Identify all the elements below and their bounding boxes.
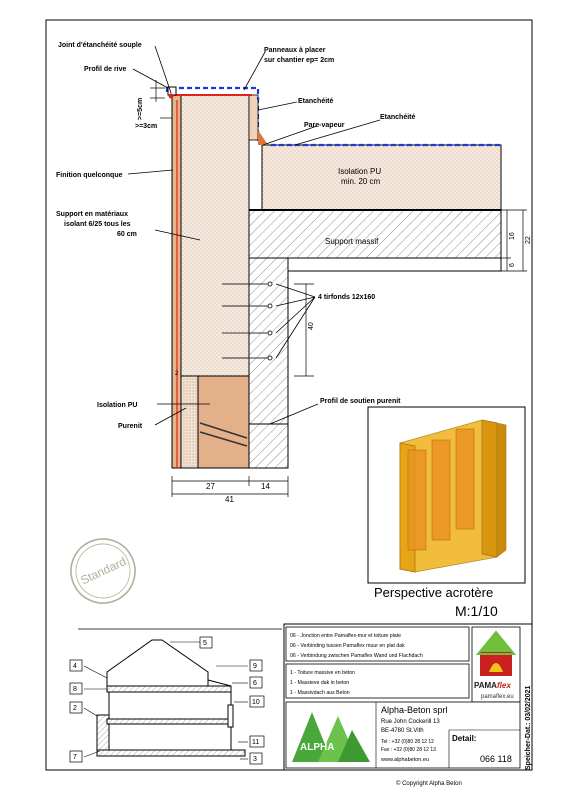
pamaflex-logo <box>472 627 520 702</box>
svg-text:2: 2 <box>73 705 77 712</box>
alpha-logo-text: ALPHA <box>300 742 335 753</box>
company-street: Rue John Cockerill 13 <box>381 719 440 725</box>
svg-text:3: 3 <box>253 756 257 763</box>
label-panneaux-2: sur chantier ep= 2cm <box>264 57 335 64</box>
dim-40: 40 <box>308 322 315 330</box>
svg-text:7: 7 <box>73 754 77 761</box>
label-isolation-pu-2: min. 20 cm <box>341 177 381 186</box>
brand-flex: flex <box>497 681 511 690</box>
legend-row: 1 - Massieve dak in beton <box>290 680 350 686</box>
company-name: Alpha-Beton sprl <box>381 705 448 715</box>
perspective-3d-view <box>400 420 506 572</box>
sealant-joint <box>169 94 174 99</box>
dim-41: 41 <box>225 495 234 504</box>
dim-6: 6 <box>509 263 516 267</box>
label-profil-rive: Profil de rive <box>84 66 127 73</box>
company-tel: Tel : +32 (0)80 28 12 12 <box>381 739 434 745</box>
perspective-title: Perspective acrotère <box>374 585 494 600</box>
dim-14: 14 <box>261 482 270 491</box>
label-purenit: Purenit <box>118 423 143 430</box>
roof-membrane <box>258 98 501 145</box>
stamp-text: Standard <box>78 554 129 588</box>
copyright: © Copyright Alpha Beton <box>396 781 462 787</box>
svg-text:9: 9 <box>253 663 257 670</box>
label-support-massif: Support massif <box>325 237 379 246</box>
dim-27: 27 <box>206 482 215 491</box>
brand-site: pamaflex.eu <box>481 694 514 700</box>
dim-16: 16 <box>509 232 516 240</box>
legend-row: 1 - Massivdach aus Beton <box>290 690 350 696</box>
svg-text:11: 11 <box>252 739 260 746</box>
label-support-3: 60 cm <box>117 231 137 238</box>
label-finition: Finition quelconque <box>56 172 123 179</box>
label-pare-vapeur: Pare-vapeur <box>304 122 345 129</box>
svg-text:6: 6 <box>253 680 257 687</box>
company-web: www.alphabeton.eu <box>381 757 430 763</box>
roof-insulation <box>262 145 501 210</box>
label-dim-3cm: >=3cm <box>135 123 158 130</box>
svg-text:4: 4 <box>73 663 77 670</box>
legend-row: 06 - Jonction entre Pamaflex-mur et toiture plate <box>290 633 402 639</box>
label-support-2: isolant 6/25 tous les <box>64 221 131 228</box>
label-etancheite-1: Etanchéité <box>298 98 334 105</box>
label-support-1: Support en matériaux <box>56 211 128 218</box>
company-city: BE-4780 St.Vith <box>381 728 424 734</box>
svg-text:8: 8 <box>73 686 77 693</box>
standard-stamp <box>60 528 145 613</box>
scale-label: M:1/10 <box>455 603 498 619</box>
date-vertical: Speicher-Dat.: 03/02/2021 <box>525 685 532 770</box>
svg-text:5: 5 <box>203 640 207 647</box>
legend-row: 1 - Toiture massive en béton <box>290 670 356 676</box>
svg-text:10: 10 <box>252 699 260 706</box>
concrete-wall <box>249 258 288 468</box>
detail-label: Detail: <box>452 734 477 743</box>
detail-number: 066 118 <box>480 754 512 764</box>
label-tirfonds: 4 tirfonds 12x160 <box>318 294 376 301</box>
top-panel <box>249 95 258 140</box>
purenit-block <box>181 376 198 468</box>
label-etancheite-2: Etanchéité <box>380 114 416 121</box>
dim-2: 2 <box>175 371 179 377</box>
label-isolation-pu-1: Isolation PU <box>338 167 382 176</box>
label-panneaux-1: Panneaux à placer <box>264 47 326 54</box>
slab-underside <box>288 258 501 271</box>
concrete-slab <box>249 210 501 258</box>
label-joint: Joint d'étanchéité souple <box>58 42 142 49</box>
legend-row: 06 - Verbindung zwischen Pamaflex Wand und Flachdach <box>290 653 423 659</box>
corner-fillet <box>258 130 268 145</box>
label-isolation-pu-left: Isolation PU <box>97 402 138 409</box>
company-fax: Fax : +32 (0)80 28 12 13 <box>381 747 436 753</box>
dim-22: 22 <box>525 236 532 244</box>
label-profil-soutien: Profil de soutien purenit <box>320 398 401 405</box>
pu-insulation-block <box>198 376 249 468</box>
label-dim-5cm: >=5cm <box>137 97 144 120</box>
brand-pama: PAMA <box>474 681 497 690</box>
legend-row: 06 - Verbinding tussen Pamaflex muur en plat dak <box>290 643 405 649</box>
